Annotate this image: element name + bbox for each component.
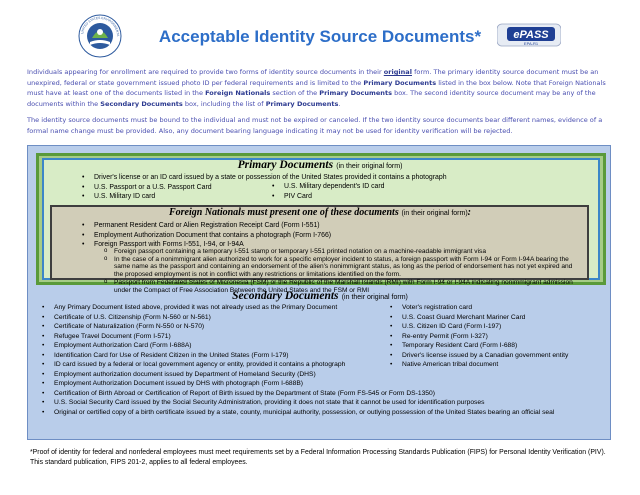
list-item: • U.S. Social Security Card issued by the Social Security Administration, providing it does not state that it cannot be used for identification purposes <box>40 398 614 408</box>
list-item: • Driver's license or an ID card issued by a state or possession of the United States provided it contains a photograph <box>80 173 480 183</box>
secondary-documents-list-right <box>388 303 608 370</box>
list-item: • Employment Authorization Card (Form I-688A) <box>40 341 410 351</box>
svg-text:ePASS: ePASS <box>513 29 549 41</box>
list-item: • Temporary Resident Card (Form I-688) <box>388 341 608 351</box>
list-item: • Employment Authorization Document issued by DHS with photograph (Form I-688B) <box>40 379 410 389</box>
list-item: • Certification of Birth Abroad or Certification of Report of Birth issued by the Department of State (Form FS-545 or Form DS-1350) <box>40 389 614 399</box>
list-item: • Any Primary Document listed above, provided it was not already used as the Primary Document <box>40 303 410 313</box>
list-item: o In the case of a nonimmigrant alien authorized to work for a specific employer incident to status, a foreign passport with Form I-94 or Form I-94A bearing the same name as the passport and containing an endorsement of the alien's nonimmigrant status, as long as the period of endorsement has not yet expired and the proposed employment is not in conflict with any restrictions or limitations identified on the form. <box>104 256 574 279</box>
list-item: • Employment Authorization Document that contains a photograph (Form I-766) <box>80 231 580 241</box>
page-header <box>0 0 640 68</box>
page-title: Acceptable Identity Source Documents* <box>158 27 482 46</box>
secondary-documents-heading: Secondary Documents (in their original form) <box>232 290 408 302</box>
list-item: o Passport from Federated States of Micronesia (FSM) or the Republic of the Marshall Islands (RMI) with Form I-94 or I-94A indicating nonimmigrant admission under the Compact of Free Association Between the United States and the FSM or RMI <box>104 279 574 294</box>
foreign-passport-sublist <box>104 248 574 294</box>
list-item: • U.S. Citizen ID Card (Form I-197) <box>388 322 608 332</box>
list-item: • Native American tribal document <box>388 360 608 370</box>
primary-documents-heading: Primary Documents (in their original form) <box>237 159 403 171</box>
list-item: • Identification Card for Use of Resident Citizen in the United States (Form I-179) <box>40 351 410 361</box>
intro-text <box>27 67 611 143</box>
list-item: • ID card issued by a federal or local government agency or entity, provided it contains a photograph <box>40 360 410 370</box>
intro-paragraph-2: The identity source documents must be bound to the individual and must not be expired or canceled. If the two identity source documents bear different names, evidence of a formal name change must be provided. Also, any document bearing language indicating it may not be used for identity verification will be rejected. <box>27 116 603 135</box>
svg-text:UNITED STATES ENVIRONMENTAL PR: UNITED STATES ENVIRONMENTA <box>80 15 121 37</box>
intro-paragraph-1: Individuals appearing for enrollment are required to provide two forms of identity source documents in their original form. The primary identity source document must be an unexpired, federal or state government issued photo ID per federal requirements and is limited to the Primary Documents listed in the box below. Note that Foreign Nationals must have at least one of the documents listed in the Foreign Nationals section of the Primary Documents box. The second identity source document may be any of the documents within the Secondary Documents box, including the list of Primary Documents. <box>27 68 606 108</box>
foreign-nationals-list <box>80 221 580 250</box>
list-item: • Voter's registration card <box>388 303 608 313</box>
list-item: o Foreign passport containing a temporary I-551 stamp or temporary I-551 printed notation on a machine-readable immigrant visa <box>104 248 574 256</box>
footnote: *Proof of identity for federal and nonfederal employees must meet requirements set by a Federal Information Processing Standards Publication (FIPS) for Personal Identity Verification (PIV). This standard publication, FIPS 201-2, applies to all federal employees. <box>30 449 606 466</box>
list-item: • Driver's license issued by a Canadian government entity <box>388 351 608 361</box>
list-item: • U.S. Passport or a U.S. Passport Card <box>80 183 480 193</box>
list-item: • U.S. Military dependent's ID card <box>270 182 470 192</box>
list-item: • Refugee Travel Document (Form I-571) <box>40 332 410 342</box>
list-item: • Re-entry Permit (Form I-327) <box>388 332 608 342</box>
primary-documents-list-right <box>270 182 470 201</box>
list-item: • U.S. Military ID card <box>80 192 480 202</box>
epass-logo <box>497 22 561 48</box>
list-item: • Certificate of Naturalization (Form N-550 or N-570) <box>40 322 410 332</box>
list-item: • Foreign Passport with Forms I-551, I-94, or I-94A <box>80 240 580 250</box>
list-item: • Permanent Resident Card or Alien Registration Receipt Card (Form I-551) <box>80 221 580 231</box>
list-item: • Employment authorization document issued by Department of Homeland Security (DHS) <box>40 370 410 380</box>
svg-text:EPA-R1: EPA-R1 <box>523 41 539 46</box>
list-item: • U.S. Coast Guard Merchant Mariner Card <box>388 313 608 323</box>
list-item: • PIV Card <box>270 192 470 202</box>
list-item: • Certificate of U.S. Citizenship (Form N-560 or N-561) <box>40 313 410 323</box>
foreign-nationals-heading: Foreign Nationals must present one of these documents (in their original form): <box>168 207 471 218</box>
list-item: • Original or certified copy of a birth certificate issued by a state, county, municipal authority, possession, or outlying possession of the United States bearing an official seal <box>40 408 634 418</box>
